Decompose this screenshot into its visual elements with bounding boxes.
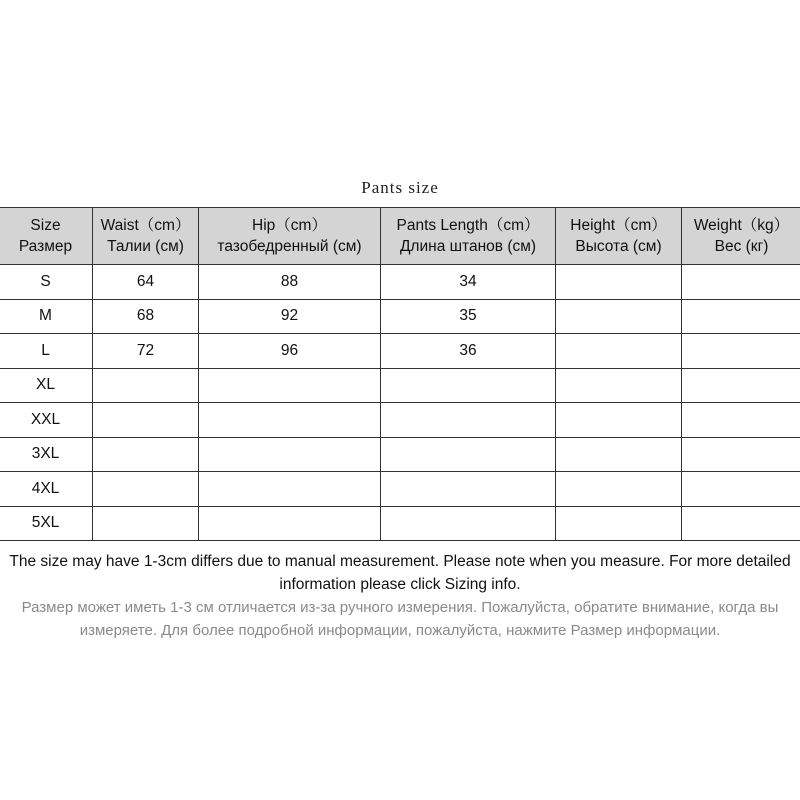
- height-cell: [556, 368, 682, 403]
- pants-length-cell: [381, 506, 556, 541]
- column-header-size: Size Размер: [0, 208, 93, 265]
- weight-cell: [682, 334, 800, 369]
- pants-length-cell: 35: [381, 299, 556, 334]
- height-cell: [556, 265, 682, 300]
- weight-cell: [682, 299, 800, 334]
- column-header-waist: Waist（cm） Талии (см): [93, 208, 199, 265]
- hip-cell: [199, 472, 381, 507]
- waist-cell: 72: [93, 334, 199, 369]
- page-title: Pants size: [361, 178, 439, 197]
- size-cell: L: [0, 334, 93, 369]
- column-header-pants-length: Pants Length（cm） Длина штанов (см): [381, 208, 556, 265]
- table-row: [0, 299, 800, 334]
- height-cell: [556, 506, 682, 541]
- hip-cell: 92: [199, 299, 381, 334]
- size-cell: 4XL: [0, 472, 93, 507]
- height-cell: [556, 299, 682, 334]
- table-row: [0, 334, 800, 369]
- table-header-row: [0, 208, 800, 265]
- pants-length-cell: [381, 472, 556, 507]
- size-cell: XXL: [0, 403, 93, 438]
- waist-cell: [93, 437, 199, 472]
- hip-cell: [199, 403, 381, 438]
- weight-cell: [682, 506, 800, 541]
- hip-cell: [199, 368, 381, 403]
- hip-cell: 88: [199, 265, 381, 300]
- measurement-note-russian: Размер может иметь 1-3 см отличается из-за ручного измерения. Пожалуйста, обратите внимание, когда вы измеряете. Для более подробной информации, пожалуйста, нажмите Размер информации.: [21, 599, 779, 639]
- table-row: [0, 403, 800, 438]
- height-cell: [556, 334, 682, 369]
- table-row: [0, 265, 800, 300]
- waist-cell: [93, 368, 199, 403]
- size-cell: M: [0, 299, 93, 334]
- waist-cell: [93, 403, 199, 438]
- pants-length-cell: 34: [381, 265, 556, 300]
- table-row: [0, 506, 800, 541]
- weight-cell: [682, 472, 800, 507]
- waist-cell: 68: [93, 299, 199, 334]
- hip-cell: [199, 506, 381, 541]
- height-cell: [556, 472, 682, 507]
- height-cell: [556, 403, 682, 438]
- pants-length-cell: [381, 368, 556, 403]
- column-header-weight: Weight（kg） Вес (кг): [682, 208, 800, 265]
- column-header-height: Height（cm） Высота (см): [556, 208, 682, 265]
- size-chart-table: [0, 207, 800, 541]
- size-cell: S: [0, 265, 93, 300]
- pants-length-cell: [381, 437, 556, 472]
- size-cell: 5XL: [0, 506, 93, 541]
- hip-cell: [199, 437, 381, 472]
- measurement-note-english: The size may have 1-3cm differs due to manual measurement. Please note when you measure. For more detailed information please click Sizing info.: [9, 553, 791, 593]
- waist-cell: [93, 472, 199, 507]
- pants-length-cell: [381, 403, 556, 438]
- weight-cell: [682, 437, 800, 472]
- table-row: [0, 472, 800, 507]
- waist-cell: 64: [93, 265, 199, 300]
- weight-cell: [682, 403, 800, 438]
- size-cell: 3XL: [0, 437, 93, 472]
- weight-cell: [682, 368, 800, 403]
- pants-length-cell: 36: [381, 334, 556, 369]
- weight-cell: [682, 265, 800, 300]
- waist-cell: [93, 506, 199, 541]
- table-row: [0, 437, 800, 472]
- size-cell: XL: [0, 368, 93, 403]
- hip-cell: 96: [199, 334, 381, 369]
- table-row: [0, 368, 800, 403]
- column-header-hip: Hip（cm） тазобедренный (см): [199, 208, 381, 265]
- height-cell: [556, 437, 682, 472]
